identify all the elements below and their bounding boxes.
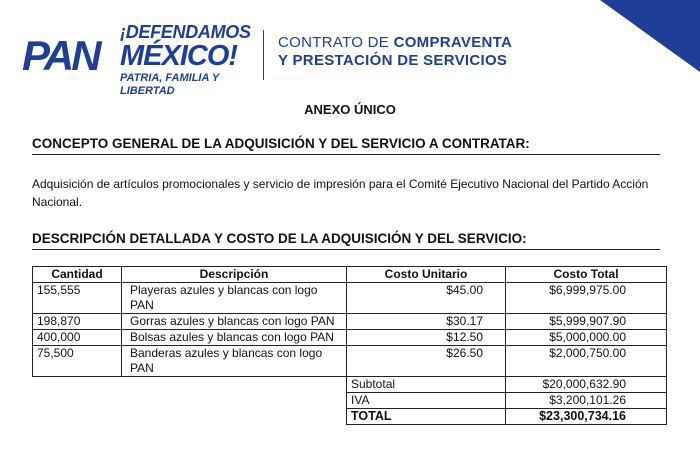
table-header-row <box>33 267 667 283</box>
slogan-line-3: PATRIA, FAMILIA Y LIBERTAD <box>120 72 220 97</box>
section2-heading: DESCRIPCIÓN DETALLADA Y COSTO DE LA ADQUISICIÓN Y DEL SERVICIO: <box>32 231 660 250</box>
cell-total: $2,000,750.00 <box>506 346 667 377</box>
section1-body: Adquisición de artículos promocionales y servicio de impresión para el Comité Ejecutivo Nacional del Partido Acción Nacional. <box>32 177 649 209</box>
annex-title: ANEXO ÚNICO <box>304 102 396 117</box>
subtotal-row <box>33 377 667 393</box>
subtotal-value: $20,000,632.90 <box>506 377 667 393</box>
cell-desc: Gorras azules y blancas con logo PAN <box>122 314 347 330</box>
slogan-line-1: ¡DEFENDAMOS <box>120 22 251 42</box>
table-row <box>33 330 667 346</box>
iva-value: $3,200,101.26 <box>506 393 667 409</box>
section1-heading: CONCEPTO GENERAL DE LA ADQUISICIÓN Y DEL SERVICIO A CONTRATAR: <box>32 136 660 155</box>
pan-logo <box>22 26 104 80</box>
cell-desc: Bolsas azules y blancas con logo PAN <box>122 330 347 346</box>
cell-total: $5,999,907.90 <box>506 314 667 330</box>
cell-unit: $45.00 <box>347 283 506 314</box>
table-row <box>33 346 667 377</box>
cell-desc: Banderas azules y blancas con logo PAN <box>122 346 347 377</box>
cell-qty: 198,870 <box>33 314 122 330</box>
corner-decoration <box>600 0 700 72</box>
cell-desc: Playeras azules y blancas con logo PAN <box>122 283 347 314</box>
iva-label: IVA <box>347 393 506 409</box>
pan-logo-text: PAN <box>22 32 99 79</box>
header-descripcion: Descripción <box>122 267 347 283</box>
title-line1-normal: CONTRATO DE <box>278 34 394 51</box>
total-label: TOTAL <box>347 409 506 425</box>
total-row <box>33 409 667 425</box>
cell-qty: 75,500 <box>33 346 122 377</box>
table-row <box>33 283 667 314</box>
title-line1-bold: COMPRAVENTA <box>393 34 513 51</box>
cell-unit: $12.50 <box>347 330 506 346</box>
cell-unit: $30.17 <box>347 314 506 330</box>
header-divider <box>263 30 264 80</box>
document-title <box>278 34 512 70</box>
header-cantidad: Cantidad <box>33 267 122 283</box>
header-costo-unitario: Costo Unitario <box>347 267 506 283</box>
cell-total: $6,999,975.00 <box>506 283 667 314</box>
cell-unit: $26.50 <box>347 346 506 377</box>
header-costo-total: Costo Total <box>506 267 667 283</box>
costs-table <box>32 266 667 425</box>
iva-row <box>33 393 667 409</box>
cell-total: $5,000,000.00 <box>506 330 667 346</box>
table-row <box>33 314 667 330</box>
subtotal-label: Subtotal <box>347 377 506 393</box>
slogan <box>120 22 260 98</box>
title-line2: Y PRESTACIÓN DE SERVICIOS <box>278 52 508 69</box>
cell-qty: 155,555 <box>33 283 122 314</box>
total-value: $23,300,734.16 <box>506 409 667 425</box>
slogan-line-2: MÉXICO! <box>120 40 238 72</box>
cell-qty: 400,000 <box>33 330 122 346</box>
